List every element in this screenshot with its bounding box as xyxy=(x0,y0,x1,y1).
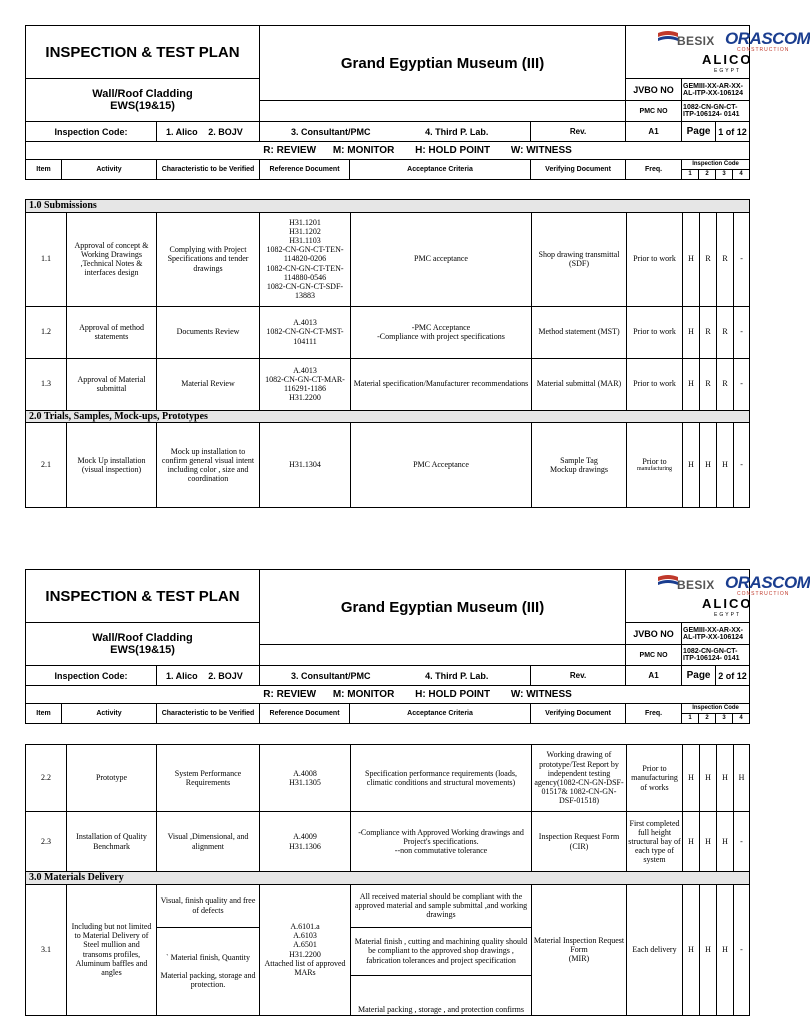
legend-review: R: REVIEW xyxy=(263,689,317,700)
row-ic-1: H xyxy=(683,306,700,358)
row-ic-4: - xyxy=(734,884,750,1015)
row-item: 1.1 xyxy=(26,212,67,306)
row-ic-2: H xyxy=(700,812,717,872)
row-ic-1: H xyxy=(683,423,700,508)
row-activity: Mock Up installation (visual inspection) xyxy=(67,423,157,508)
row-ic-3: R xyxy=(717,212,734,306)
besix-logo: BESIX xyxy=(677,34,715,48)
row-verifying: Inspection Request Form (CIR) xyxy=(532,812,627,872)
row-ic-2: H xyxy=(700,884,717,1015)
row-reference: H31.1201 H31.1202 H31.1103 1082-CN-GN-CT-TEN-114820-0206 1082-CN-GN-CT-TEN-114880-0546 1082-CN-GN-CT-SDF-13883 xyxy=(260,212,351,306)
ic-4: 4 xyxy=(732,714,749,723)
section-title: 2.0 Trials, Samples, Mock-ups, Prototypes xyxy=(26,410,750,423)
row-characteristic: Documents Review xyxy=(157,306,260,358)
row-activity: Including but not limited to Material Delivery of Steel mullion and transoms profiles, Aluminum baffles and angles xyxy=(67,884,157,1015)
table-row xyxy=(26,812,750,872)
alico-subtitle: EGYPT xyxy=(714,68,741,74)
orascom-subtitle: CONSTRUCTION xyxy=(737,591,790,597)
orascom-logo: ORASCOM xyxy=(725,573,810,592)
row-ic-2: H xyxy=(700,745,717,812)
row-ic-3: H xyxy=(717,423,734,508)
section-title: 3.0 Materials Delivery xyxy=(26,872,750,885)
row-reference: A.6101.a A.6103 A.6501 H31.2200 Attached list of approved MARs xyxy=(260,884,351,1015)
legend-monitor: M: MONITOR xyxy=(332,689,395,700)
row-characteristic-2: ` Material finish, Quantity Material packing, storage and protection. xyxy=(157,927,260,1015)
logo-cell xyxy=(626,570,810,623)
row-item: 2.3 xyxy=(26,812,67,872)
jvbo-value: GEMIII-XX-AR-XX-AL-ITP-XX-106124 xyxy=(682,79,750,101)
code-alico: 1. Alico xyxy=(166,126,198,137)
code-third-party: 4. Third P. Lab. xyxy=(425,670,489,681)
row-acceptance: Specification performance requirements (loads, climatic conditions and structural movements) xyxy=(351,745,532,812)
code-bojv: 2. BOJV xyxy=(208,126,243,137)
row-acceptance: Material specification/Manufacturer recommendations xyxy=(351,358,532,410)
row-ic-4: - xyxy=(734,812,750,872)
col-acceptance: Acceptance Criteria xyxy=(350,704,531,724)
row-freq: Prior to work xyxy=(627,358,683,410)
row-ic-3: R xyxy=(717,306,734,358)
legend-witness: W: WITNESS xyxy=(510,689,572,700)
legend-row xyxy=(26,686,750,704)
row-ic-3: R xyxy=(717,358,734,410)
orascom-subtitle: CONSTRUCTION xyxy=(737,47,790,53)
legend-monitor: M: MONITOR xyxy=(332,145,395,156)
col-verifying: Verifying Document xyxy=(531,160,626,180)
col-characteristic: Characteristic to be Verified xyxy=(157,704,260,724)
row-item: 1.3 xyxy=(26,358,67,410)
col-activity: Activity xyxy=(62,704,157,724)
row-ic-3: H xyxy=(717,884,734,1015)
page-label: Page xyxy=(682,666,716,686)
row-freq: Each delivery xyxy=(627,884,683,1015)
row-freq-main: Prior to xyxy=(642,456,667,466)
inspection-codes-3-4 xyxy=(260,122,531,142)
rev-value: A1 xyxy=(626,666,682,686)
inspection-codes-3-4 xyxy=(260,666,531,686)
row-acceptance-2: Material finish , cutting and machining quality should be compliant to the approved shop drawings , fabrication tolerances and project specification xyxy=(351,927,532,975)
rev-label: Rev. xyxy=(531,666,626,686)
ic-2: 2 xyxy=(698,170,715,179)
row-reference: H31.1304 xyxy=(260,423,351,508)
row-verifying: Material Inspection Request Form (MIR) xyxy=(532,884,627,1015)
inspection-code-label: Inspection Code: xyxy=(26,666,157,686)
code-consultant: 3. Consultant/PMC xyxy=(291,670,371,681)
page-label: Page xyxy=(682,122,716,142)
row-verifying: Shop drawing transmittal (SDF) xyxy=(532,212,627,306)
alico-logo: ALICO xyxy=(702,596,753,611)
besix-flag-icon xyxy=(657,30,679,44)
legend-review: R: REVIEW xyxy=(263,145,317,156)
row-acceptance-3: Material packing , storage , and protection confirms xyxy=(351,975,532,1015)
row-ic-1: H xyxy=(683,812,700,872)
row-freq: Prior to manufacturing of works xyxy=(627,745,683,812)
table-row xyxy=(26,358,750,410)
itp-header-table-1 xyxy=(25,25,810,180)
row-freq-sub: manufacturing xyxy=(637,466,672,473)
row-item: 2.2 xyxy=(26,745,67,812)
row-acceptance: PMC acceptance xyxy=(351,212,532,306)
row-freq xyxy=(627,423,683,508)
ic-2: 2 xyxy=(698,714,715,723)
pmc-value: 1082-CN-GN-CT-ITP-106124- 0141 xyxy=(682,101,750,122)
row-reference: A.4008 H31.1305 xyxy=(260,745,351,812)
row-characteristic: Mock up installation to confirm general visual intent including color , size and coordination xyxy=(157,423,260,508)
itp-page-2 xyxy=(25,569,810,1016)
row-activity: Prototype xyxy=(67,745,157,812)
col-item: Item xyxy=(26,704,62,724)
scope-cell xyxy=(26,623,260,666)
col-reference: Reference Document xyxy=(260,704,350,724)
col-reference: Reference Document xyxy=(260,160,350,180)
code-consultant: 3. Consultant/PMC xyxy=(291,126,371,137)
code-bojv: 2. BOJV xyxy=(208,670,243,681)
logo-cell xyxy=(626,26,810,79)
scope-line-2: EWS(19&15) xyxy=(110,100,175,112)
row-freq: First completed full height structural bay of each type of system xyxy=(627,812,683,872)
row-ic-4: - xyxy=(734,423,750,508)
inspection-code-label: Inspection Code: xyxy=(26,122,157,142)
rev-label: Rev. xyxy=(531,122,626,142)
row-verifying: Material submittal (MAR) xyxy=(532,358,627,410)
col-verifying: Verifying Document xyxy=(531,704,626,724)
col-freq: Freq. xyxy=(626,160,682,180)
col-activity: Activity xyxy=(62,160,157,180)
legend-row xyxy=(26,142,750,160)
row-verifying: Method statement (MST) xyxy=(532,306,627,358)
row-acceptance: -PMC Acceptance -Compliance with project specifications xyxy=(351,306,532,358)
ic-1: 1 xyxy=(688,715,692,721)
row-ic-2: R xyxy=(700,306,717,358)
row-ic-2: R xyxy=(700,212,717,306)
scope-line-1: Wall/Roof Cladding xyxy=(92,88,193,100)
row-verifying: Sample Tag Mockup drawings xyxy=(532,423,627,508)
ic-4: 4 xyxy=(732,170,749,179)
row-characteristic-1: Visual, finish quality and free of defects xyxy=(157,884,260,927)
ic-1: 1 xyxy=(688,171,692,177)
legend-hold-point: H: HOLD POINT xyxy=(415,689,491,700)
pmc-label: PMC NO xyxy=(626,101,682,122)
jvbo-label: JVBO NO xyxy=(626,623,682,645)
row-ic-4: - xyxy=(734,306,750,358)
ic-3: 3 xyxy=(715,714,732,723)
row-ic-2: H xyxy=(700,423,717,508)
row-ic-4: - xyxy=(734,358,750,410)
itp-body-table-1 xyxy=(25,199,750,508)
table-row xyxy=(26,423,750,508)
row-acceptance: -Compliance with Approved Working drawings and Project's specifications. --non commutative tolerance xyxy=(351,812,532,872)
project-title: Grand Egyptian Museum (III) xyxy=(260,570,626,645)
pmc-label: PMC NO xyxy=(626,645,682,666)
row-ic-4: - xyxy=(734,212,750,306)
row-ic-1: H xyxy=(683,358,700,410)
scope-cell xyxy=(26,79,260,122)
row-freq: Prior to work xyxy=(627,306,683,358)
ic-3: 3 xyxy=(715,170,732,179)
row-activity: Approval of concept & Working Drawings ,Technical Notes & interfaces design xyxy=(67,212,157,306)
row-reference: A.4013 1082-CN-GN-CT-MAR-116291-1186 H31.2200 xyxy=(260,358,351,410)
section-title: 1.0 Submissions xyxy=(26,200,750,213)
col-item: Item xyxy=(26,160,62,180)
code-third-party: 4. Third P. Lab. xyxy=(425,126,489,137)
row-ic-1: H xyxy=(683,212,700,306)
jvbo-label: JVBO NO xyxy=(626,79,682,101)
project-title: Grand Egyptian Museum (III) xyxy=(260,26,626,101)
row-acceptance: PMC Acceptance xyxy=(351,423,532,508)
row-item: 3.1 xyxy=(26,884,67,1015)
code-alico: 1. Alico xyxy=(166,670,198,681)
row-ic-2: R xyxy=(700,358,717,410)
rev-value: A1 xyxy=(626,122,682,142)
col-inspection-code-label: Inspection Code xyxy=(682,160,749,170)
row-ic-4: H xyxy=(734,745,750,812)
row-reference: A.4013 1082-CN-GN-CT-MST-104111 xyxy=(260,306,351,358)
pmc-value: 1082-CN-GN-CT-ITP-106124- 0141 xyxy=(682,645,750,666)
col-freq: Freq. xyxy=(626,704,682,724)
table-row xyxy=(26,212,750,306)
col-inspection-code-label: Inspection Code xyxy=(682,704,749,714)
page-number: 2 of 12 xyxy=(716,666,750,686)
row-item: 1.2 xyxy=(26,306,67,358)
inspection-codes-1-2 xyxy=(157,122,260,142)
row-acceptance-1: All received material should be compliant with the approved material and sample submittal ,and working drawings xyxy=(351,884,532,927)
itp-page-1 xyxy=(25,25,810,508)
col-acceptance: Acceptance Criteria xyxy=(350,160,531,180)
row-characteristic: Complying with Project Specifications and tender drawings xyxy=(157,212,260,306)
row-activity: Approval of method statements xyxy=(67,306,157,358)
col-characteristic: Characteristic to be Verified xyxy=(157,160,260,180)
inspection-codes-1-2 xyxy=(157,666,260,686)
page-number: 1 of 12 xyxy=(716,122,750,142)
scope-line-1: Wall/Roof Cladding xyxy=(92,632,193,644)
besix-flag-icon xyxy=(657,574,679,588)
scope-line-2: EWS(19&15) xyxy=(110,644,175,656)
row-reference: A.4009 H31.1306 xyxy=(260,812,351,872)
row-ic-3: H xyxy=(717,745,734,812)
table-row xyxy=(26,306,750,358)
orascom-logo: ORASCOM xyxy=(725,29,810,48)
alico-logo: ALICO xyxy=(702,52,753,67)
itp-title: INSPECTION & TEST PLAN xyxy=(26,570,260,623)
row-ic-1: H xyxy=(683,745,700,812)
row-characteristic: Visual ,Dimensional, and alignment xyxy=(157,812,260,872)
row-ic-3: H xyxy=(717,812,734,872)
itp-body-table-2 xyxy=(25,744,750,1016)
col-inspection-code xyxy=(682,704,750,724)
row-activity: Approval of Material submittal xyxy=(67,358,157,410)
itp-title: INSPECTION & TEST PLAN xyxy=(26,26,260,79)
row-activity: Installation of Quality Benchmark xyxy=(67,812,157,872)
row-item: 2.1 xyxy=(26,423,67,508)
jvbo-value: GEMIII-XX-AR-XX-AL-ITP-XX-106124 xyxy=(682,623,750,645)
besix-logo: BESIX xyxy=(677,578,715,592)
row-characteristic: System Performance Requirements xyxy=(157,745,260,812)
table-row xyxy=(26,884,750,927)
itp-header-table-2 xyxy=(25,569,810,724)
legend-hold-point: H: HOLD POINT xyxy=(415,145,491,156)
legend-witness: W: WITNESS xyxy=(510,145,572,156)
alico-subtitle: EGYPT xyxy=(714,612,741,618)
row-characteristic: Material Review xyxy=(157,358,260,410)
row-verifying: Working drawing of prototype/Test Report by independent testing agency(1082-CN-GN-DSF-01517& 1082-CN-GN-DSF-01518) xyxy=(532,745,627,812)
table-row xyxy=(26,745,750,812)
col-inspection-code xyxy=(682,160,750,180)
row-ic-1: H xyxy=(683,884,700,1015)
row-freq: Prior to work xyxy=(627,212,683,306)
